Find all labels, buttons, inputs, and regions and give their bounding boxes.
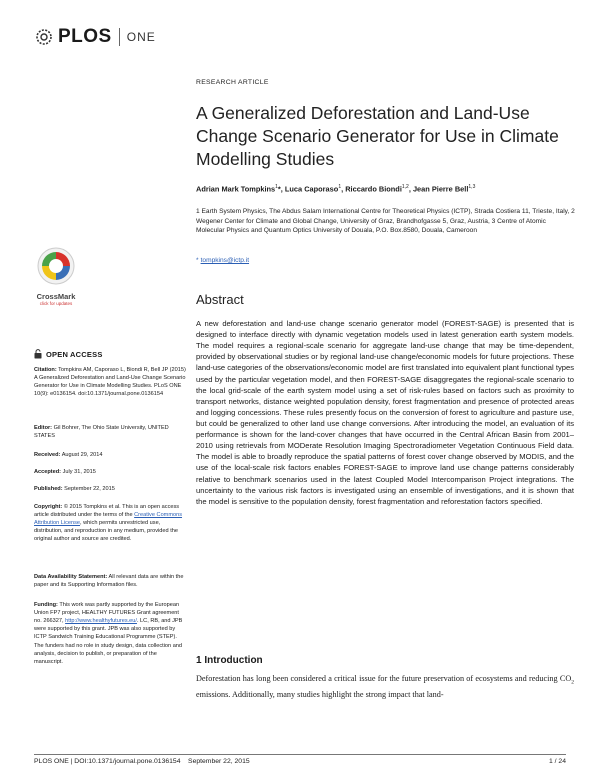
author-name[interactable]: Luca Caporaso [284, 184, 339, 194]
accepted-text: July 31, 2015 [62, 469, 96, 475]
intro-heading: 1 Introduction [196, 655, 263, 666]
data-availability-text: All relevant data are within the paper and its Supporting Information files. [34, 574, 184, 589]
crossmark-badge[interactable] [34, 246, 78, 306]
author-name[interactable]: Jean Pierre Bell [412, 184, 469, 194]
page-number: 1 / 24 [548, 758, 566, 765]
author-list: Adrian Mark Tompkins$^1$*, Luca Caporaso$^1$, Riccardo Biondi$^{1,2}$, Jean Pierre Bell$^{1,3}$ [196, 184, 476, 194]
author-affil-sup: 1 [338, 184, 342, 190]
author-affil-sup: 1 [275, 184, 278, 190]
editor-block [34, 424, 186, 440]
footer-citation: PLOS ONE | DOI:10.1371/journal.pone.0136154 September 22, 2015 [34, 758, 250, 765]
intro-text: Deforestation has long been considered a critical issue for the future preservation of ecosystems and reducing CO [196, 674, 572, 683]
editor-label: Editor: [34, 425, 53, 431]
open-access-text: OPEN ACCESS [46, 349, 103, 359]
funding-text-end: . LC, RB, and JPB were supported by this grant. JPB was also supported by ICTP Sandwich Training Educational Programme (STEP). The funders had no role in study design, data collection and analysis, decision to publish, or preparation of the manuscript. [34, 618, 183, 665]
email-mark: * [196, 257, 199, 264]
copyright-block [34, 503, 186, 544]
published-block [34, 485, 186, 493]
brand-name: PLOS [58, 26, 112, 47]
funding-block [34, 601, 186, 666]
published-text: September 22, 2015 [64, 486, 115, 492]
copyright-label: Copyright: [34, 504, 63, 510]
citation-block [34, 366, 186, 398]
plos-logo-icon [34, 27, 54, 47]
received-label: Received: [34, 452, 61, 458]
intro-text-cont: emissions. Additionally, many studies highlight the strong impact that land- [196, 689, 444, 699]
open-lock-icon [34, 349, 42, 359]
author-name[interactable]: Riccardo Biondi [345, 184, 402, 194]
open-access-label [34, 349, 103, 359]
corresponding-mark: * [277, 184, 281, 194]
received-text: August 29, 2014 [61, 452, 103, 458]
crossmark-label: CrossMark [36, 292, 76, 301]
accepted-block [34, 468, 186, 476]
license-link[interactable]: Creative Commons Attribution License [34, 512, 183, 527]
accepted-label: Accepted: [34, 469, 62, 475]
data-availability-label: Data Availability Statement: [34, 574, 108, 580]
affiliations: 1 Earth System Physics, The Abdus Salam International Centre for Theoretical Physics (ICTP), Strada Costiera 11, Trieste, Italy, 2 Wegener Center for Climate and Global Change, University of Graz, Brandhofgasse 5, Graz, Austria, 3 Centre of Atomic Molecular Physics and Quantum Optics University of Douala, P.O. Box.8580, Douala, Cameroon [196, 208, 575, 235]
funding-label: Funding: [34, 602, 58, 608]
copyright-text-end: , which permits unrestricted use, distribution, and reproduction in any medium, provided the original author and source are credited. [34, 520, 178, 543]
copyright-text: © 2015 Tompkins et al. This is an open access article distributed under the terms of the [34, 504, 180, 519]
data-availability-block [34, 573, 186, 589]
corresponding-email [196, 257, 249, 264]
abstract-heading: Abstract [196, 292, 244, 307]
plos-one-logo[interactable] [34, 24, 156, 50]
received-block [34, 451, 186, 459]
citation-label: Citation: [34, 367, 57, 373]
published-label: Published: [34, 486, 63, 492]
crossmark-sub: click for updates [39, 301, 73, 306]
citation-text: Tompkins AM, Caporaso L, Biondi R, Bell JP (2015) A Generalized Deforestation and Land-Use Change Scenario Generator for Use in Climate Modelling Studies. PLoS ONE 10(9): e0136154. doi:10.1371/journal.pone.0136154 [34, 367, 186, 398]
funding-text: This work was partly supported by the European Union FP7 project, HEALTHY FUTURES Grant agreement no. 266327, [34, 602, 180, 625]
email-link[interactable]: tompkins@ictp.it [200, 257, 250, 264]
journal-name: ONE [126, 30, 156, 44]
intro-subscript: 2 [571, 679, 574, 686]
abstract-text: A new deforestation and land-use change scenario generator model (FOREST-SAGE) is presented that is designed to interface directly with dynamic vegetation models used in latest generation earth system models. The model requires a regional-scale scenario for aggregate land-use change that may be time-dependent, provided by observational studies or by regional land-use change/economic models for future projections. These land-use categories of the observations/economic model are first translated into equivalent plant functional types used by the particular vegetation model, and then FOREST-SAGE disaggregates the regional-scale scenario to the local grid-scale of the earth system model using a set of risk-rules based on factors such as proximity to transport networks, distance weighted population density, forest fragmentation and presence of protected areas and logging concessions. These rules presently focus on the conversion of forest to agriculture and pasture use, but could be generalized to other land use change conversions. After introducing the model, an evaluation of its performance is shown for the land-cover changes that have occurred in the Central African Basin from 2001–2010 using retrievals from MODerate Resolution Imaging Spectroradiometer Vegetation Continuous Field data. The model is able to broadly reproduce the spatial patterns of forest cover change observed by MODIS, and the use of the local-scale risk factors enables FOREST-SAGE to improve land use change patterns considerably relative to benchmark scenarios used in the latest Coupled Model Intercomparison Project integrations. The uncertainty to the various risk factors is investigated using an ensemble of investigations, and it is shown that the model is sensitive to the population density, forest fragmentation and reforestation factors specified. [196, 319, 574, 506]
funding-link[interactable]: http://www.healthyfutures.eu/ [65, 618, 137, 625]
crossmark-icon [36, 246, 76, 286]
footer-rule [34, 754, 566, 755]
author-name[interactable]: Adrian Mark Tompkins [196, 184, 276, 194]
author-affil-sup: 1,3 [468, 184, 476, 190]
author-affil-sup: 1,2 [401, 184, 409, 190]
editor-text: Gil Bohrer, The Ohio State University, UNITED STATES [34, 425, 169, 440]
article-title: A Generalized Deforestation and Land-Use Change Scenario Generator for Use in Climate Modelling Studies [196, 103, 559, 170]
logo-divider [119, 28, 120, 46]
intro-paragraph [196, 672, 574, 701]
section-tag: RESEARCH ARTICLE [196, 79, 269, 86]
